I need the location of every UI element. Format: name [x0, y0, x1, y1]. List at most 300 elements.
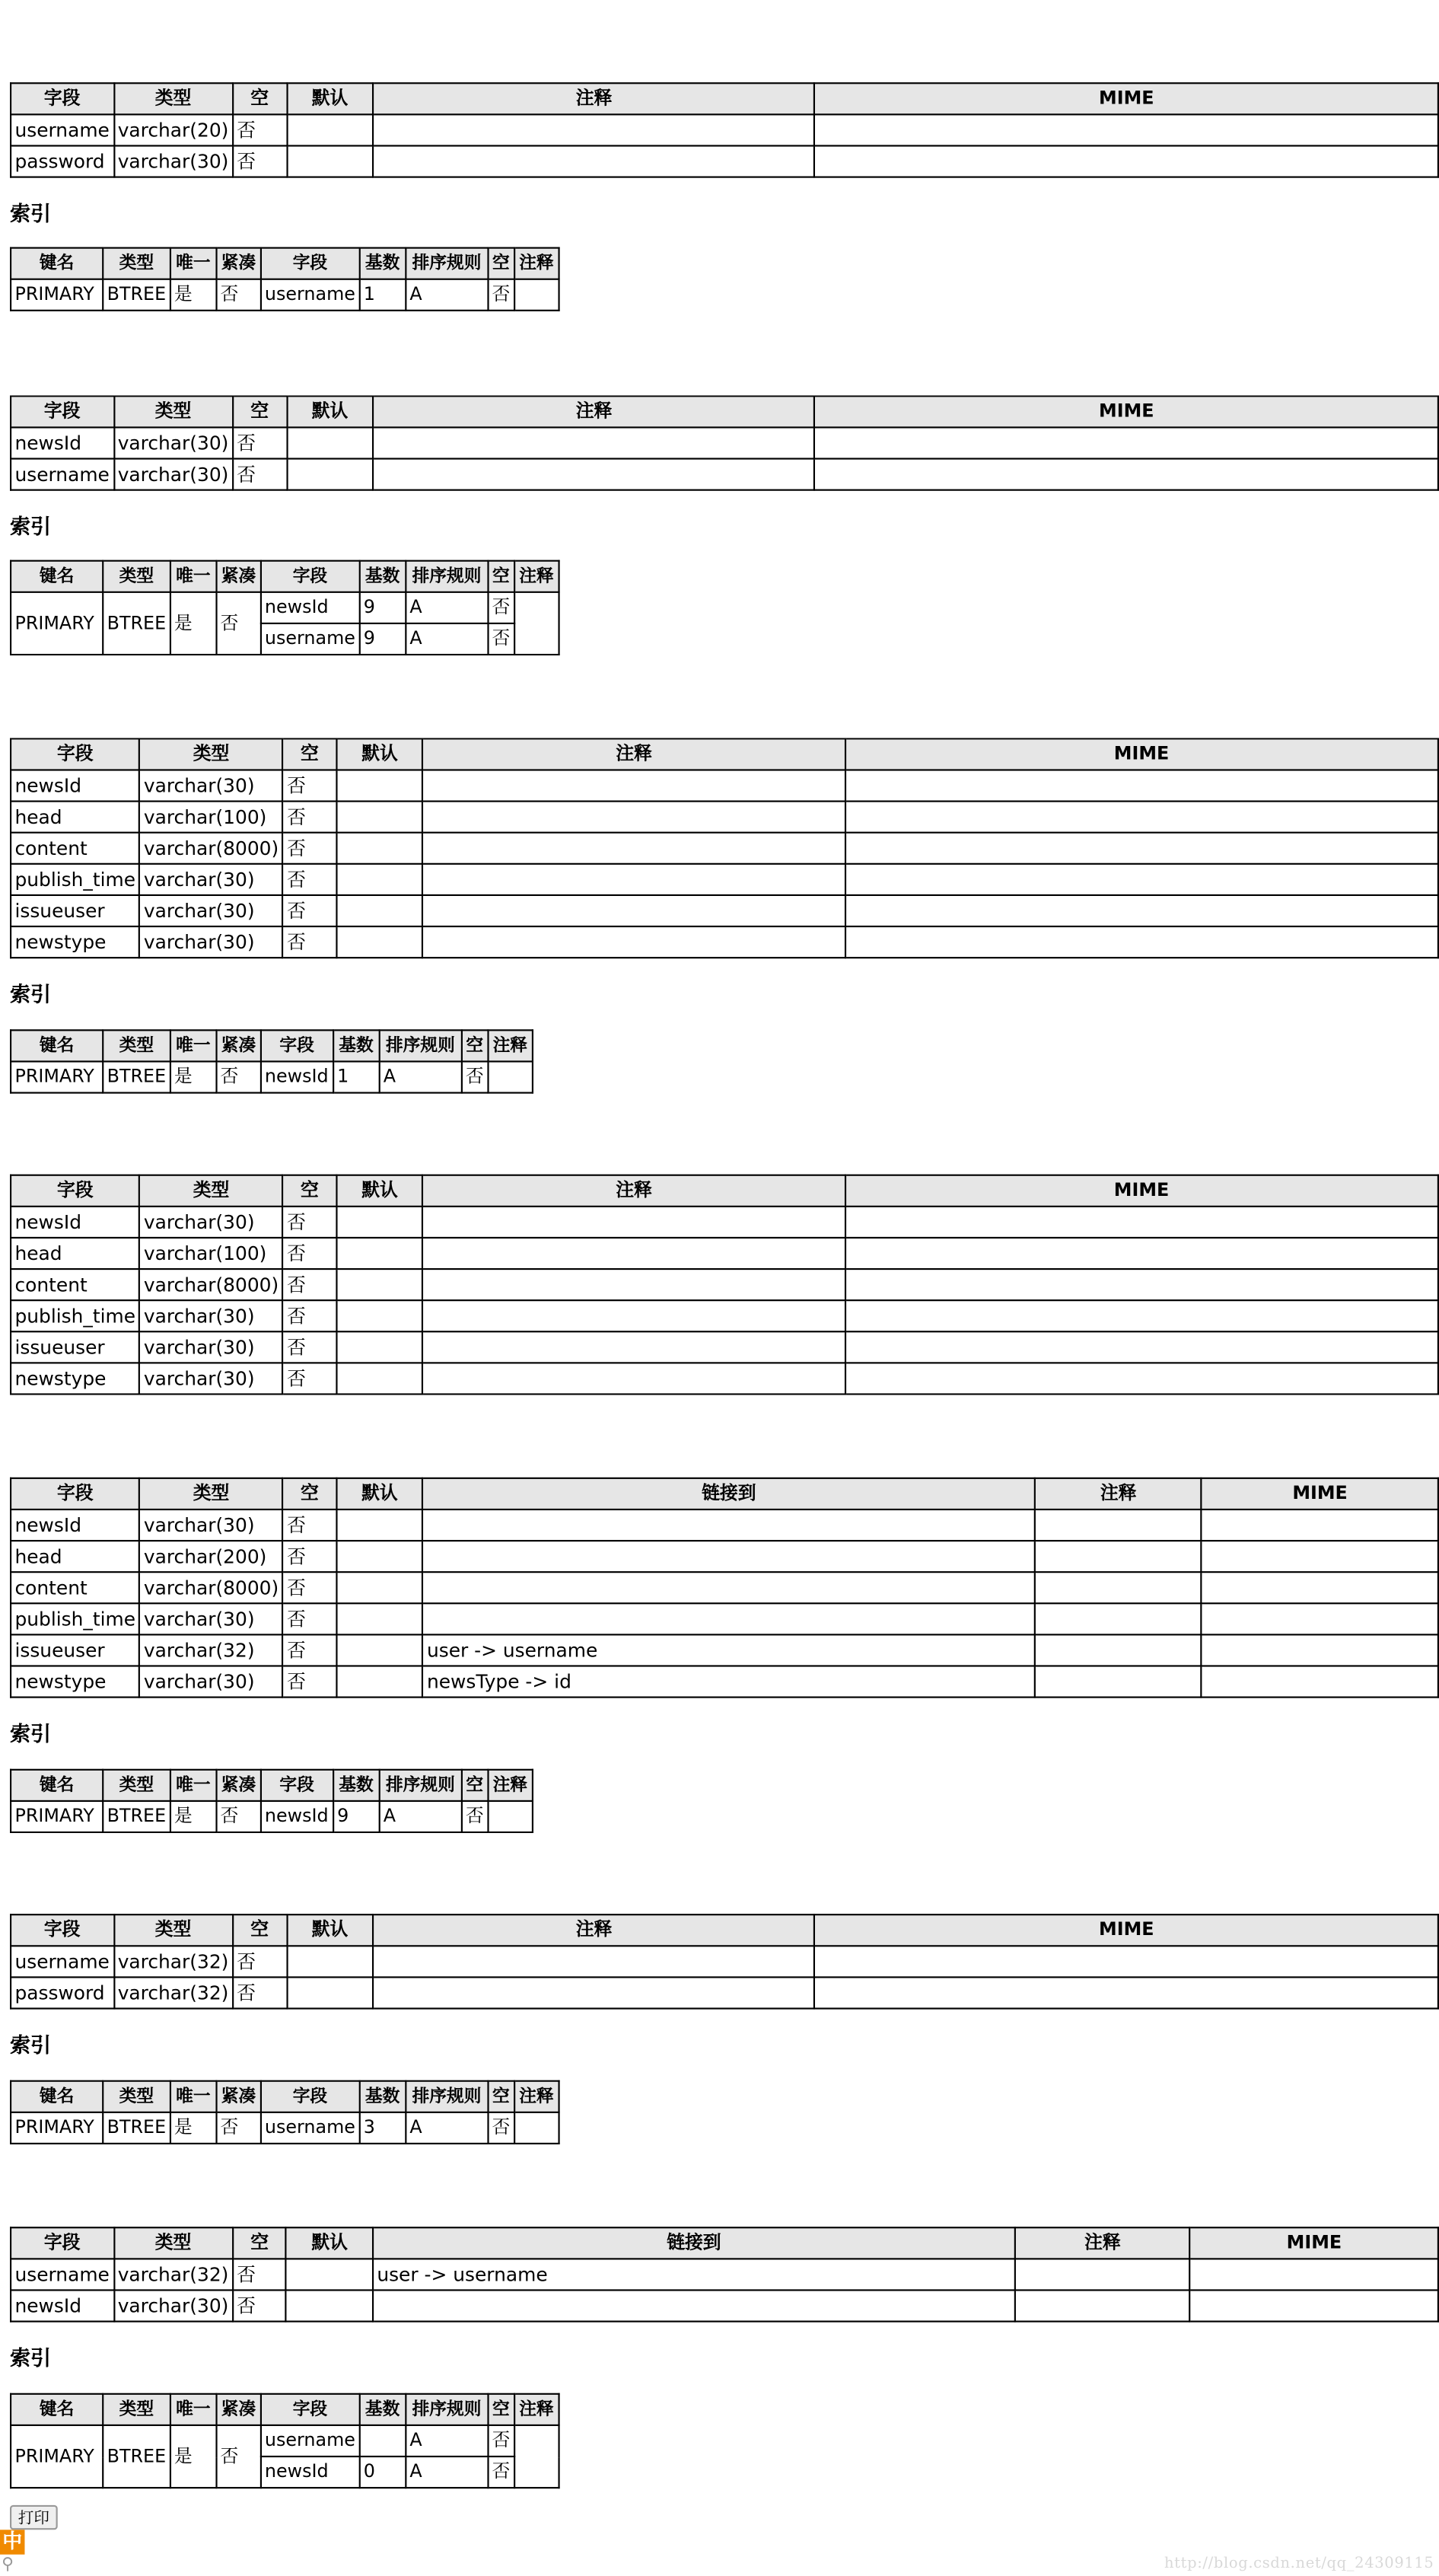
cell-default [336, 802, 423, 833]
cell-null: 否 [283, 1238, 337, 1269]
cell-field: head [11, 802, 139, 833]
index-header-collation: 排序规则 [406, 561, 488, 592]
cell-type: varchar(30) [139, 895, 282, 926]
column-header-field: 字段 [11, 396, 113, 427]
cell-cardinality: 1 [359, 279, 406, 311]
cell-type: varchar(30) [139, 1510, 282, 1541]
cell-comment [423, 802, 845, 833]
cell-field: newsId [11, 427, 113, 458]
cell-null: 否 [233, 114, 287, 145]
cell-type: varchar(8000) [139, 833, 282, 864]
header-row [11, 2394, 559, 2425]
column-header-null: 空 [233, 2227, 287, 2259]
table-row [11, 427, 1438, 458]
cell-type: varchar(100) [139, 1238, 282, 1269]
column-header-mime: MIME [815, 1914, 1438, 1946]
cell-key: PRIMARY [11, 1061, 103, 1092]
column-header-field: 字段 [11, 1175, 139, 1207]
column-header-mime: MIME [1190, 2227, 1438, 2259]
ime-settings-icon[interactable]: ⚲ [2, 2555, 14, 2574]
cell-default [336, 833, 423, 864]
index-header-unique: 唯一 [170, 1770, 217, 1801]
cell-comment [1035, 1541, 1202, 1572]
cell-links: newsType -> id [423, 1666, 1036, 1697]
table-row [11, 1510, 1438, 1541]
index-header-unique: 唯一 [170, 2394, 217, 2425]
cell-field: newsId [261, 1061, 333, 1092]
cell-type: varchar(20) [113, 114, 232, 145]
table-row [11, 1061, 532, 1092]
column-header-field: 字段 [11, 1478, 139, 1510]
table-row [11, 2290, 1438, 2321]
cell-type: varchar(8000) [139, 1572, 282, 1603]
cell-type: varchar(30) [139, 1207, 282, 1238]
index-header-collation: 排序规则 [379, 1770, 461, 1801]
index-header-key: 键名 [11, 2081, 103, 2112]
column-header-type: 类型 [139, 1175, 282, 1207]
cell-default [336, 1634, 422, 1666]
cell-cardinality: 9 [359, 623, 406, 655]
cell-mime [1202, 1603, 1438, 1634]
table-row [11, 1207, 1438, 1238]
cell-default [336, 1666, 422, 1697]
table-row [11, 1572, 1438, 1603]
cell-mime [815, 1946, 1438, 1977]
cell-cardinality: 9 [359, 592, 406, 623]
cell-field: username [11, 459, 113, 490]
cell-comment [1035, 1634, 1202, 1666]
index-header-packed: 紧凑 [216, 1030, 260, 1061]
table-row [11, 895, 1438, 926]
cell-default [336, 770, 423, 801]
cell-comment [1035, 1572, 1202, 1603]
cell-unique: 是 [170, 279, 217, 311]
index-header-unique: 唯一 [170, 1030, 217, 1061]
cell-mime [815, 145, 1438, 177]
cell-field: publish_time [11, 864, 139, 895]
cell-mime [1202, 1572, 1438, 1603]
cell-type: BTREE [103, 1801, 170, 1832]
cell-packed: 否 [216, 1061, 260, 1092]
column-header-comment: 注释 [373, 396, 814, 427]
cell-field: publish_time [11, 1603, 139, 1634]
cell-default [287, 114, 374, 145]
cell-type: BTREE [103, 2112, 170, 2144]
cell-null: 否 [283, 770, 337, 801]
cell-unique: 是 [170, 2425, 217, 2488]
column-header-links: 链接到 [373, 2227, 1015, 2259]
cell-comment [514, 2425, 559, 2488]
cell-type: BTREE [103, 2425, 170, 2488]
cell-unique: 是 [170, 2112, 217, 2144]
columns-table [10, 1914, 1439, 2009]
column-header-null: 空 [283, 738, 337, 770]
cell-field: newsId [11, 1207, 139, 1238]
cell-null: 否 [283, 1541, 337, 1572]
column-header-comment: 注释 [1035, 1478, 1202, 1510]
cell-collation: A [406, 279, 488, 311]
cell-null: 否 [283, 1666, 337, 1697]
index-table [10, 2080, 559, 2144]
column-header-mime: MIME [1202, 1478, 1438, 1510]
column-header-comment: 注释 [373, 83, 814, 114]
column-header-comment: 注释 [423, 1175, 845, 1207]
index-header-packed: 紧凑 [216, 1770, 260, 1801]
cell-null: 否 [488, 2112, 514, 2144]
index-header-field: 字段 [261, 1770, 333, 1801]
cell-links [423, 1510, 1036, 1541]
index-title: 索引 [9, 1720, 52, 1746]
cell-type: varchar(100) [139, 802, 282, 833]
table-row [11, 459, 1438, 490]
column-header-comment: 注释 [423, 738, 845, 770]
index-header-comment: 注释 [514, 248, 559, 279]
index-header-cardinality: 基数 [333, 1030, 380, 1061]
header-row [11, 561, 559, 592]
cell-field: content [11, 833, 139, 864]
table-row [11, 1300, 1438, 1331]
cell-null: 否 [233, 459, 287, 490]
cell-type: varchar(30) [113, 145, 232, 177]
header-row [11, 248, 559, 279]
column-header-null: 空 [233, 396, 287, 427]
table-row [11, 926, 1438, 958]
table-row [11, 770, 1438, 801]
cell-packed: 否 [216, 279, 260, 311]
index-header-key: 键名 [11, 1770, 103, 1801]
index-header-packed: 紧凑 [216, 2394, 260, 2425]
index-header-type: 类型 [103, 1030, 170, 1061]
index-header-field: 字段 [261, 2394, 360, 2425]
table-row [11, 1946, 1438, 1977]
header-row [11, 1175, 1438, 1207]
cell-field: newsId [11, 2290, 113, 2321]
cell-default [336, 1300, 423, 1331]
cell-mime [845, 895, 1438, 926]
table-row [11, 1634, 1438, 1666]
index-table [10, 247, 559, 311]
columns-table [10, 2227, 1439, 2322]
column-header-null: 空 [233, 83, 287, 114]
cell-comment [1015, 2259, 1190, 2290]
cell-comment [423, 864, 845, 895]
cell-null: 否 [283, 1510, 337, 1541]
table-row [11, 1331, 1438, 1363]
cell-comment [423, 1300, 845, 1331]
column-header-default: 默认 [286, 2227, 372, 2259]
index-title: 索引 [9, 514, 52, 539]
table-row [11, 1977, 1438, 2008]
index-header-packed: 紧凑 [216, 248, 260, 279]
index-header-key: 键名 [11, 1030, 103, 1061]
cell-mime [1202, 1541, 1438, 1572]
header-row [11, 396, 1438, 427]
cell-cardinality: 3 [359, 2112, 406, 2144]
cell-default [287, 459, 374, 490]
cell-field: password [11, 1977, 113, 2008]
index-header-unique: 唯一 [170, 248, 217, 279]
cell-mime [845, 1300, 1438, 1331]
column-header-mime: MIME [815, 396, 1438, 427]
cell-mime [845, 802, 1438, 833]
cell-key: PRIMARY [11, 2112, 103, 2144]
column-header-field: 字段 [11, 1914, 113, 1946]
cell-null: 否 [488, 2425, 514, 2456]
cell-null: 否 [233, 2290, 287, 2321]
table-row [11, 1238, 1438, 1269]
column-header-default: 默认 [336, 738, 423, 770]
column-header-type: 类型 [113, 83, 232, 114]
header-row [11, 738, 1438, 770]
index-header-collation: 排序规则 [379, 1030, 461, 1061]
cell-null: 否 [233, 1977, 287, 2008]
cell-cardinality: 1 [333, 1061, 380, 1092]
cell-mime [845, 1331, 1438, 1363]
table-row [11, 1666, 1438, 1697]
cell-field: username [261, 279, 360, 311]
index-header-packed: 紧凑 [216, 561, 260, 592]
index-table [10, 1029, 533, 1093]
cell-null: 否 [283, 1300, 337, 1331]
table-row [11, 1363, 1438, 1394]
cell-cardinality: 0 [359, 2456, 406, 2488]
index-header-null: 空 [488, 248, 514, 279]
cell-type: varchar(32) [139, 1634, 282, 1666]
cell-field: issueuser [11, 1634, 139, 1666]
cell-null: 否 [283, 895, 337, 926]
index-header-null: 空 [461, 1030, 488, 1061]
cell-mime [1190, 2290, 1438, 2321]
table-row [11, 1541, 1438, 1572]
cell-packed: 否 [216, 1801, 260, 1832]
cell-key: PRIMARY [11, 1801, 103, 1832]
cell-packed: 否 [216, 2112, 260, 2144]
index-title: 索引 [9, 2032, 52, 2058]
index-header-packed: 紧凑 [216, 2081, 260, 2112]
column-header-null: 空 [283, 1478, 337, 1510]
cell-comment [1035, 1666, 1202, 1697]
cell-null: 否 [283, 833, 337, 864]
cell-links [423, 1541, 1036, 1572]
cell-packed: 否 [216, 592, 260, 655]
cell-default [336, 1207, 423, 1238]
cell-null: 否 [283, 1572, 337, 1603]
table-row [11, 1269, 1438, 1300]
index-header-field: 字段 [261, 1030, 333, 1061]
table-row [11, 114, 1438, 145]
cell-type: varchar(8000) [139, 1269, 282, 1300]
cell-comment [423, 833, 845, 864]
cell-mime [1202, 1510, 1438, 1541]
cell-collation: A [406, 2425, 488, 2456]
cell-mime [845, 833, 1438, 864]
index-title: 索引 [9, 200, 52, 226]
cell-field: issueuser [11, 1331, 139, 1363]
cell-type: BTREE [103, 1061, 170, 1092]
cell-field: username [261, 2112, 360, 2144]
cell-comment [1015, 2290, 1190, 2321]
cell-type: varchar(30) [139, 1603, 282, 1634]
cell-default [287, 427, 374, 458]
header-row [11, 1478, 1438, 1510]
cell-null: 否 [283, 926, 337, 958]
cell-type: varchar(32) [113, 2259, 232, 2290]
column-header-field: 字段 [11, 83, 113, 114]
cell-comment [373, 427, 814, 458]
index-header-key: 键名 [11, 2394, 103, 2425]
index-header-field: 字段 [261, 561, 360, 592]
cell-unique: 是 [170, 1061, 217, 1092]
cell-null: 否 [488, 592, 514, 623]
cell-comment [423, 926, 845, 958]
cell-collation: A [379, 1061, 461, 1092]
cell-null: 否 [233, 145, 287, 177]
table-row [11, 2112, 559, 2144]
columns-table [10, 82, 1439, 177]
cell-field: newsId [261, 2456, 360, 2488]
column-header-links: 链接到 [423, 1478, 1036, 1510]
header-row [11, 1770, 532, 1801]
cell-field: publish_time [11, 1300, 139, 1331]
index-header-type: 类型 [103, 561, 170, 592]
table-row [11, 1801, 532, 1832]
cell-comment [373, 1977, 814, 2008]
cell-mime [815, 427, 1438, 458]
cell-collation: A [406, 2112, 488, 2144]
header-row [11, 83, 1438, 114]
cell-type: varchar(32) [113, 1946, 232, 1977]
cell-null: 否 [461, 1061, 488, 1092]
cell-mime [815, 1977, 1438, 2008]
index-header-type: 类型 [103, 2081, 170, 2112]
index-header-comment: 注释 [488, 1770, 532, 1801]
cell-type: varchar(30) [139, 864, 282, 895]
columns-table [10, 1478, 1439, 1698]
cell-null: 否 [233, 2259, 287, 2290]
header-row [11, 2081, 559, 2112]
index-header-key: 键名 [11, 248, 103, 279]
index-table [10, 560, 559, 655]
cell-default [336, 1572, 422, 1603]
cell-field: newsId [11, 770, 139, 801]
index-title: 索引 [9, 981, 52, 1006]
cell-cardinality: 9 [333, 1801, 380, 1832]
cell-field: username [261, 623, 360, 655]
cell-null: 否 [233, 427, 287, 458]
cell-field: newstype [11, 926, 139, 958]
cell-null: 否 [488, 279, 514, 311]
cell-default [287, 1946, 374, 1977]
column-header-type: 类型 [139, 1478, 282, 1510]
header-row [11, 2227, 1438, 2259]
table-row [11, 864, 1438, 895]
cell-default [286, 2259, 372, 2290]
cell-mime [815, 114, 1438, 145]
cell-default [336, 926, 423, 958]
cell-packed: 否 [216, 2425, 260, 2488]
cell-comment [1035, 1510, 1202, 1541]
cell-comment [423, 1363, 845, 1394]
cell-type: varchar(30) [113, 459, 232, 490]
cell-collation: A [406, 592, 488, 623]
cell-mime [815, 459, 1438, 490]
index-header-cardinality: 基数 [333, 1770, 380, 1801]
column-header-comment: 注释 [373, 1914, 814, 1946]
column-header-comment: 注释 [1015, 2227, 1190, 2259]
cell-comment [423, 1207, 845, 1238]
index-header-field: 字段 [261, 248, 360, 279]
cell-default [336, 1603, 422, 1634]
column-header-field: 字段 [11, 738, 139, 770]
column-header-type: 类型 [113, 396, 232, 427]
cell-comment [423, 1269, 845, 1300]
cell-default [287, 145, 374, 177]
columns-table [10, 395, 1439, 490]
print-button[interactable]: 打印 [10, 2505, 58, 2530]
cell-field: username [11, 2259, 113, 2290]
table-row [11, 145, 1438, 177]
cell-comment [423, 770, 845, 801]
cell-null: 否 [283, 864, 337, 895]
cell-default [336, 1238, 423, 1269]
cell-field: content [11, 1572, 139, 1603]
cell-links [423, 1572, 1036, 1603]
column-header-default: 默认 [336, 1175, 423, 1207]
index-header-type: 类型 [103, 1770, 170, 1801]
cell-comment [373, 145, 814, 177]
cell-cardinality [359, 2425, 406, 2456]
watermark: http://blog.csdn.net/qq_24309115 [1164, 2555, 1434, 2573]
cell-type: varchar(30) [139, 1331, 282, 1363]
cell-null: 否 [283, 802, 337, 833]
column-header-type: 类型 [139, 738, 282, 770]
index-header-comment: 注释 [514, 561, 559, 592]
index-header-type: 类型 [103, 2394, 170, 2425]
cell-mime [845, 1238, 1438, 1269]
column-header-mime: MIME [845, 1175, 1438, 1207]
cell-links [373, 2290, 1015, 2321]
header-row [11, 1914, 1438, 1946]
cell-mime [845, 770, 1438, 801]
index-header-cardinality: 基数 [359, 2394, 406, 2425]
header-row [11, 1030, 532, 1061]
cell-field: newstype [11, 1666, 139, 1697]
cell-type: varchar(30) [139, 1363, 282, 1394]
index-header-type: 类型 [103, 248, 170, 279]
cell-comment [423, 1331, 845, 1363]
cell-default [286, 2290, 372, 2321]
cell-field: issueuser [11, 895, 139, 926]
cell-null: 否 [488, 2456, 514, 2488]
column-header-type: 类型 [113, 2227, 232, 2259]
cell-default [336, 1331, 423, 1363]
ime-indicator-icon[interactable]: 中 [0, 2530, 24, 2554]
cell-comment [373, 1946, 814, 1977]
cell-null: 否 [488, 623, 514, 655]
cell-default [336, 864, 423, 895]
cell-field: head [11, 1541, 139, 1572]
index-header-null: 空 [461, 1770, 488, 1801]
cell-null: 否 [283, 1634, 337, 1666]
column-header-default: 默认 [287, 396, 374, 427]
columns-table [10, 1175, 1439, 1395]
table-row [11, 833, 1438, 864]
column-header-default: 默认 [336, 1478, 422, 1510]
cell-unique: 是 [170, 592, 217, 655]
cell-key: PRIMARY [11, 279, 103, 311]
cell-mime [845, 1269, 1438, 1300]
cell-null: 否 [283, 1603, 337, 1634]
